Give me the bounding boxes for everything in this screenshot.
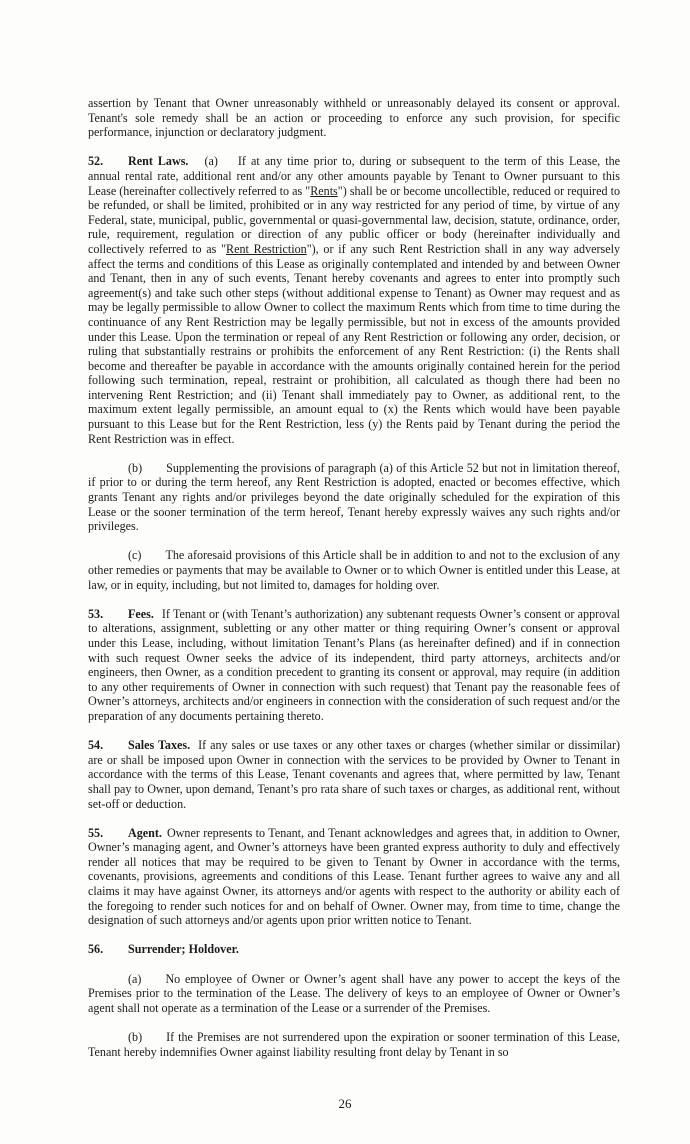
section-56-b-text: If the Premises are not surrendered upon the expiration or sooner termination of this Lease, Tenant hereby indemnifies Owner against liability resulting front delay by Tenant in so: [88, 1030, 620, 1059]
section-52-a-label: (a): [204, 154, 218, 169]
section-56-a-label: (a): [128, 971, 142, 986]
paragraph-intro: assertion by Tenant that Owner unreasonably withheld or unreasonably delayed its consent or approval. Tenant's sole remedy shall be an action or proceeding to enforce any such provision, for specific performance, injunction or declaratory judgment.: [88, 96, 620, 140]
section-56-a-text: No employee of Owner or Owner’s agent shall have any power to accept the keys of the Premises prior to the termination of the Lease. The delivery of keys to an employee of Owner or Owner’s agent shall not operate as a termination of the Lease or a surrender of the Premises.: [88, 971, 620, 1015]
section-56-paragraph-b: [88, 1030, 620, 1059]
section-55-number: 55.: [88, 825, 104, 840]
section-52-b-text: Supplementing the provisions of paragraph (a) of this Article 52 but not in limitation thereof, if prior to or during the term hereof, any Rent Restriction is adopted, enacted or becomes effective, which grants Tenant any rights and/or privileges beyond the date originally scheduled for the expiration of this Lease or the sooner termination of the term hereof, Tenant hereby expressly waives any such rights and/or privileges.: [88, 460, 620, 534]
section-55-paragraph: [88, 826, 620, 928]
section-56-heading: [88, 942, 620, 957]
section-52-c-text: The aforesaid provisions of this Article shall be in addition to and not to the exclusion of any other remedies or payments that may be available to Owner or to which Owner is entitled under this Lease, at law, or in equity, including, but not limited to, damages for holding over.: [88, 548, 620, 592]
section-53-paragraph: [88, 607, 620, 724]
section-52-a-text-1: If at any time prior to, during or subsequent to the term of this Lease, the annual rental rate, additional rent and/or any other amounts payable by Tenant to Owner pursuant to this Lease (hereinafter collectively referred to as ": [88, 154, 620, 198]
section-52-paragraph-b: [88, 461, 620, 534]
document-body: [88, 96, 620, 1059]
section-53-text: If Tenant or (with Tenant’s authorization) any subtenant requests Owner’s consent or approval to alterations, assignment, subletting or any other matter or thing requiring Owner’s consent or approval under this Lease, including, without limitation Tenant’s Plans (as hereinafter defined) and if in connection with such request Owner seeks the advice of its independent, third party attorneys, architects and/or engineers, then Owner, as a condition precedent to granting its consent or approval, may require (in addition to any other requirements of Owner in connection with such request) that Tenant pay the reasonable fees of Owner’s attorneys, architects and/or engineers in connection with the consideration of such request and/or the preparation of any documents pertaining thereto.: [88, 606, 620, 723]
section-54-paragraph: [88, 738, 620, 811]
page-number: 26: [338, 1096, 352, 1111]
section-54-number: 54.: [88, 738, 104, 753]
section-52-b-label: (b): [128, 460, 143, 475]
section-52-paragraph-a: [88, 154, 620, 446]
section-52-title: Rent Laws.: [128, 154, 189, 169]
section-56-b-label: (b): [128, 1030, 143, 1044]
section-52-a-text-2: ") shall be or become uncollectible, reduced or required to be refunded, or shall be limited, prohibited or in any way restricted for any period of time, by virtue of any Federal, state, municipal, public, governmental or quasi-governmental law, decision, statute, ordinance, order, rule, requirement, regulation or direction of any public officer or body (hereinafter individually and collectively referred to as ": [88, 183, 620, 256]
section-54-title: Sales Taxes.: [128, 738, 191, 753]
section-56-number: 56.: [88, 942, 104, 957]
section-52-number: 52.: [88, 154, 104, 169]
section-53-title: Fees.: [128, 606, 154, 621]
section-52-a-text-3: "), or if any such Rent Restriction shall in any way adversely affect the terms and conditions of this Lease as originally contemplated and intended by and between Owner and Tenant, then in any of such events, Tenant hereby covenants and agrees to enter into promptly such agreement(s) and take such other steps (without additional expense to Tenant) as Owner may request and as may be legally permissible to allow Owner to collect the maximum Rents which from time to time during the continuance of any Rent Restriction may be legally permissible, but not in excess of the amounts provided under this Lease. Upon the termination or repeal of any Rent Restriction or following any order, decision, or ruling that substantially restrains or prohibits the enforcement of any Rent Restriction: (i) the Rents shall become and thereafter be payable in accordance with the amounts originally contained herein for the period following such termination, repeal, restraint or prohibition, all calculated as though there had been no intervening Rent Restriction; and (ii) Tenant shall immediately pay to Owner, as additional rent, to the maximum extent legally permissible, an amount equal to (x) the Rents which would have been payable pursuant to this Lease but for the Rent Restriction, less (y) the Rents paid by Tenant during the period the Rent Restriction was in effect.: [88, 241, 620, 446]
defined-term-rent-restriction: Rent Restriction: [226, 241, 307, 256]
section-53-number: 53.: [88, 606, 104, 621]
section-52-c-label: (c): [128, 548, 142, 563]
section-55-text: Owner represents to Tenant, and Tenant acknowledges and agrees that, in addition to Owner, Owner’s managing agent, and Owner’s attorneys have been granted express authority to duly and effectively render all notices that may be required to be given to Tenant by Owner in accordance with the terms, covenants, provisions, agreements and conditions of this Lease. Tenant further agrees to waive any and all claims it may have against Owner, its attorneys and/or agents with respect to the authority or ability each of the foregoing to render such notices for and on behalf of Owner. Owner may, from time to time, change the designation of such attorneys and/or agents upon prior written notice to Tenant.: [88, 825, 620, 928]
section-56-paragraph-a: [88, 972, 620, 1016]
defined-term-rents: Rents: [310, 183, 338, 198]
section-52-paragraph-c: [88, 548, 620, 592]
section-54-text: If any sales or use taxes or any other taxes or charges (whether similar or dissimilar) are or shall be imposed upon Owner in connection with the services to be provided by Owner to Tenant in accordance with the terms of this Lease, Tenant covenants and agrees that, where permitted by law, Tenant shall pay to Owner, upon demand, Tenant’s pro rata share of such taxes or charges, as additional rent, without set-off or deduction.: [88, 738, 620, 811]
section-56-title: Surrender; Holdover.: [128, 942, 239, 957]
section-55-title: Agent.: [128, 825, 162, 840]
